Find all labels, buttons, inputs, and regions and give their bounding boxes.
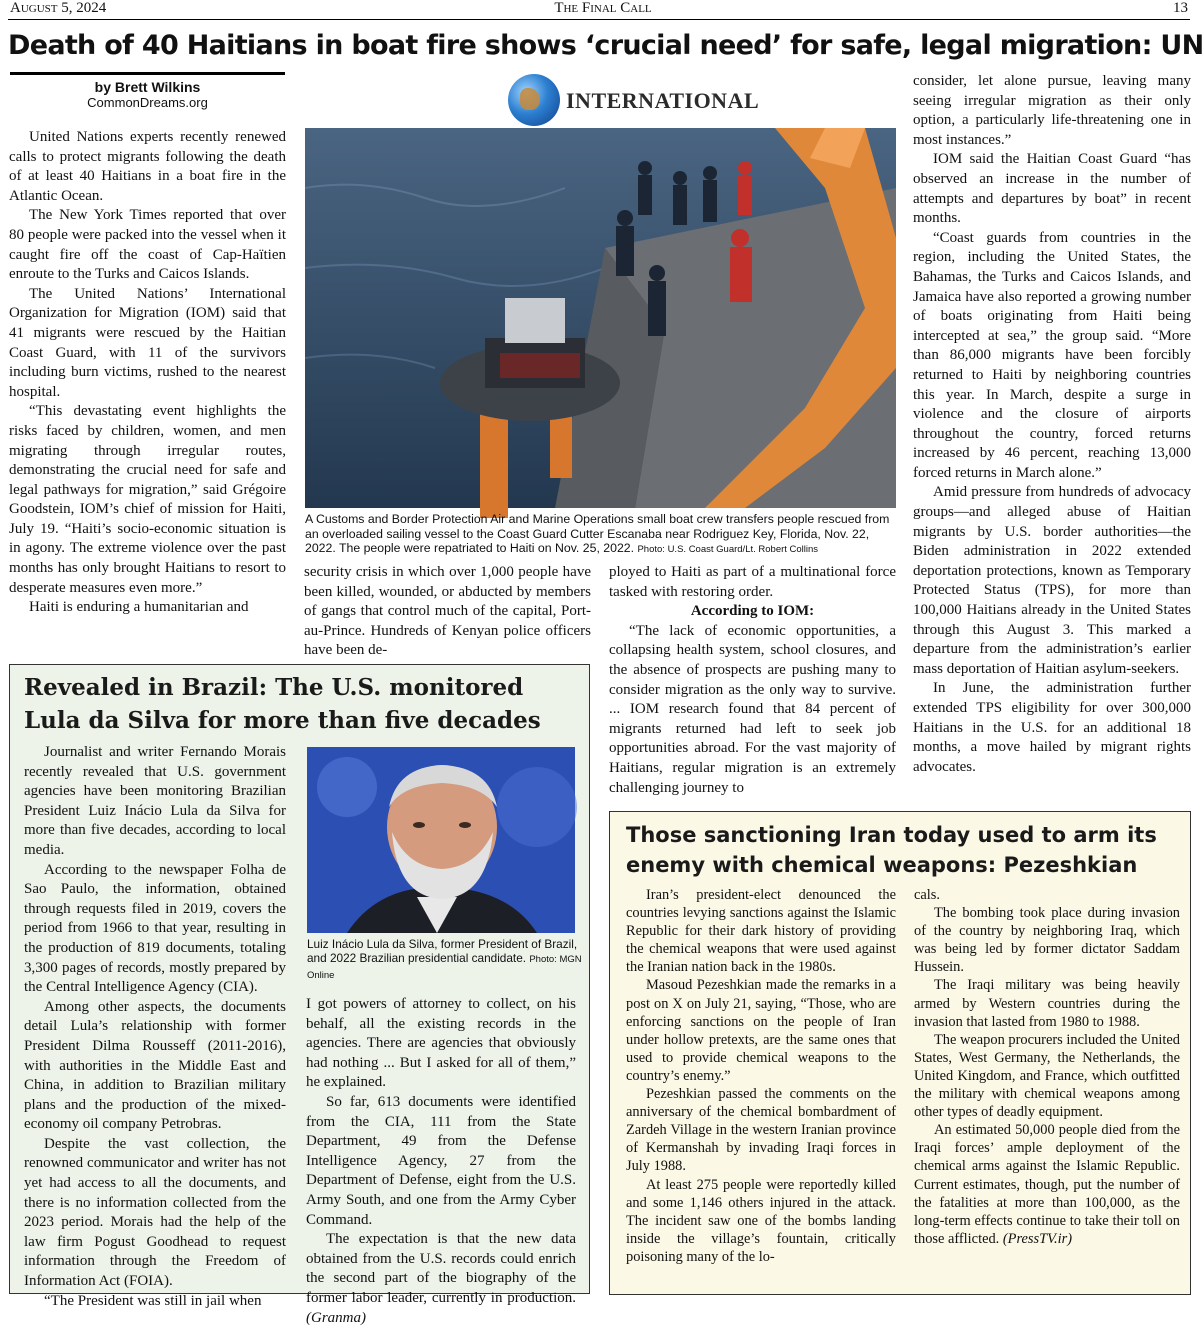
lula-photo-caption-text: Luiz Inácio Lula da Silva, former President of Brazil, and 2022 Brazilian presidential candidate. — [307, 937, 578, 965]
paragraph: “Coast guards from countries in the region, including the United States, the Bahamas, the Turks and Caicos Islands, and Jamaica have also reported a growing number of boats originating from Haiti being intercepted at sea,” the group said. “More than 86,000 migrants have been forcibly returned to Haiti by neighboring countries this year. In March, despite a surge in violence and the closure of airports throughout the country, forced returns increased by 46 percent, reaching 13,000 forced returns in March alone.” — [913, 229, 1191, 481]
paragraph: “This devastating event highlights the risks faced by children, women, and men migrating through irregular routes, demonstrating the crucial need for safe and legal pathways for migration,” said Grégoire Goodstein, IOM’s chief of mission for Haiti, July 19. “Haiti’s socio-economic situation is in agony. The extreme violence over the past months has only brought Haitians to resort to desperate measures even more.” — [9, 403, 286, 596]
main-article-column-4 — [913, 72, 1191, 800]
paragraph-text: The expectation is that the new data obtained from the U.S. records could enrich the second part of the biography of the former labor leader, currently in production. — [306, 1231, 576, 1306]
section-banner — [508, 74, 808, 126]
paragraph: “The lack of economic opportunities, a collapsing health system, school closures, and the absence of prospects are pushing many to consider migration as the only way to survive. ... IOM research found that 84 percent of migrants returned had left to seek job opportunities abroad. For the vast majority of Haitians, regular migration is an extremely challenging journey to — [609, 622, 896, 796]
main-article-column-2 — [304, 563, 591, 660]
lula-portrait-illustration — [307, 747, 575, 933]
main-article-column-1 — [9, 128, 286, 660]
iran-article-column-1 — [626, 886, 896, 1290]
paragraph: The New York Times reported that over 80 people were packed into the vessel when it caught fire off the coast of Cap-Haïtien enroute to the Turks and Caicos Islands. — [9, 207, 286, 283]
lula-photo-credit: Photo: MGN Online — [307, 954, 582, 981]
paragraph: In June, the administration further extended TPS eligibility for over 300,000 Haitians in the U.S. for an additional 18 months, a move hailed by migrant rights advocates. — [913, 680, 1191, 775]
paragraph: The Iraqi military was being heavily armed by Western countries during the invasion that lasted from 1980 to 1988. — [914, 977, 1180, 1030]
globe-icon — [508, 74, 560, 126]
byline — [10, 72, 285, 110]
paragraph: Masoud Pezeshkian made the remarks in a post on X on July 21, saying, “Those, who are enforcing sanctions on the people of Iran under hollow pretexts, are the same ones that used to provide chemical weapons to the country’s enemy.” — [626, 977, 896, 1084]
brazil-article-column-2 — [306, 995, 576, 1326]
paragraph: I got powers of attorney to collect, on his behalf, all the existing records in the agencies. There are agencies that obviously had nothing ... But I asked for all of them,” he explained. — [306, 996, 576, 1091]
paragraph — [914, 1121, 1180, 1248]
issue-date: August 5, 2024 — [10, 0, 107, 16]
paragraph: The weapon procurers included the United States, West Germany, the Netherlands, the United Kingdom, and France, which outfitted the military with chemical weapons among other types of deadly equipment. — [914, 1031, 1180, 1121]
brazil-article-box — [9, 664, 590, 1326]
paragraph-text: An estimated 50,000 people died from the Iraqi forces’ ample deployment of the chemical arms against the Islamic Republic. Current estimates, though, put the number of the fatalities at more than 100,000, as the long-term effects continue to take their toll on those afflicted. — [914, 1122, 1180, 1247]
paragraph: The United Nations’ International Organization for Migration (IOM) said that 41 migrants were rescued by the Haitian Coast Guard, with 11 of the survivors including burn victims, rushed to the nearest hospital. — [9, 285, 286, 400]
paragraph: Despite the vast collection, the renowned communicator and writer has not yet had access to all the documents, and there is no information collected from the 2023 period. Morais had the help of the law firm Pogust Goodhead to request information through the Freedom of Information Act (FOIA). — [24, 1135, 286, 1290]
iran-article-title: Those sanctioning Iran today used to arm its enemy with chemical weapons: Pezeshkian — [626, 823, 1157, 877]
article-source: (PressTV.ir) — [1002, 1230, 1073, 1247]
masthead — [8, 0, 1190, 20]
paragraph: ployed to Haiti as part of a multinational force tasked with restoring order. — [609, 564, 896, 600]
iran-article-column-2 — [914, 886, 1180, 1290]
boat-rescue-illustration — [305, 128, 896, 508]
paragraph: Haiti is enduring a humanitarian and — [29, 599, 249, 616]
paragraph: Iran’s president-elect denounced the countries levying sanctions against the Islamic Republic for their dark history of providing the chemical weapons that were used against the Iranian nation back in the 1980s. — [626, 887, 896, 976]
section-banner-label: INTERNATIONAL — [566, 88, 760, 113]
byline-source: CommonDreams.org — [87, 95, 208, 110]
iran-article-box — [609, 811, 1191, 1295]
paragraph: According to the newspaper Folha de Sao Paulo, the information, obtained through requests filed in 2019, covers the period from 1966 to that year, resulting in the production of 819 documents, totaling 3,300 pages of records, mostly prepared by the Central Intelligence Agency (CIA). — [24, 861, 286, 996]
article-source: (Granma) — [306, 1309, 366, 1326]
paragraph: Journalist and writer Fernando Morais recently revealed that U.S. government agencies have been monitoring Brazilian President Luiz Inácio Lula da Silva for more than five decades, according to local media. — [24, 744, 286, 858]
photo-caption-text: A Customs and Border Protection Air and Marine Operations small boat crew transfers people rescued from an overloaded sailing vessel to the Coast Guard Cutter Escanaba near Rodriguez Key, Florida, Nov. 22, 2022. The people were repatriated to Haiti on Nov. 25, 2022. — [305, 512, 890, 555]
paragraph — [306, 1230, 576, 1328]
paragraph: Pezeshkian passed the comments on the anniversary of the chemical bombardment of Zardeh Village in the western Iranian province of Kermanshah by invading Iraqi forces in July 1988. — [626, 1086, 896, 1175]
photo-caption — [305, 512, 900, 558]
paragraph: Amid pressure from hundreds of advocacy groups—and alleged abuse of Haitian migrants by U.S. border authorities—the Biden administration in 2022 extended deportation protections, known as Temporary Protected Status (TPS), for more than 100,000 Haitians already in the United States through this August 3. This marked a departure from the administration’s earlier mass deportation of Haitian asylum-seekers. — [913, 484, 1191, 677]
paragraph: Among other aspects, the documents detail Lula’s relationship with former President Dilma Rousseff (2011-2016), with authorities in the Middle East and China, in addition to Brazilian military plans and the production of the mixed-economy oil company Petrobras. — [24, 998, 286, 1133]
paragraph: IOM said the Haitian Coast Guard “has observed an increase in the number of attempts and departures by boat” in recent months. — [913, 151, 1191, 227]
paragraph: security crisis in which over 1,000 people have been killed, wounded, or abducted by members of gangs that control much of the capital, Port-au-Prince. Hundreds of Kenyan police officers have been de- — [304, 564, 591, 659]
brazil-article-title: Revealed in Brazil: The U.S. monitored Lula da Silva for more than five decades — [24, 674, 541, 734]
paragraph: The bombing took place during invasion of the country by neighboring Iraq, which was being led by former dictator Saddam Hussein. — [914, 905, 1180, 976]
page-number: 13 — [1173, 0, 1188, 16]
main-article-column-3 — [609, 563, 896, 803]
lula-portrait-photo — [307, 747, 575, 933]
paper-name: The Final Call — [554, 0, 652, 16]
boat-rescue-photo — [305, 128, 896, 508]
paragraph: cals. — [914, 887, 940, 903]
paragraph: “The President was still in jail when — [44, 1292, 262, 1309]
photo-credit: Photo: U.S. Coast Guard/Lt. Robert Collins — [637, 544, 819, 555]
paragraph: So far, 613 documents were identified from the CIA, 111 from the State Department, 49 from the Defense Intelligence Agency, 27 from the Department of Defense, eight from the U.S. Army South, and one from the Army Cyber Command. — [306, 1093, 576, 1228]
lula-photo-caption — [307, 937, 582, 983]
subhead: According to IOM: — [690, 603, 815, 620]
paragraph: United Nations experts recently renewed calls to protect migrants following the death of at least 40 Haitians in a boat fire in the Atlantic Ocean. — [9, 129, 286, 204]
paragraph: At least 275 people were reportedly killed and some 1,146 others injured in the attack. The incident saw one of the bombs landing inside the village’s fountain, critically poisoning many of the lo- — [626, 1176, 896, 1265]
brazil-article-column-1 — [24, 743, 286, 1309]
paragraph: consider, let alone pursue, leaving many seeing irregular migration as their only option, a particularly life-threatening one in most instances.” — [913, 73, 1191, 148]
byline-author: by Brett Wilkins — [94, 79, 201, 95]
main-headline: Death of 40 Haitians in boat fire shows ‘crucial need’ for safe, legal migration: UN — [8, 30, 1204, 61]
